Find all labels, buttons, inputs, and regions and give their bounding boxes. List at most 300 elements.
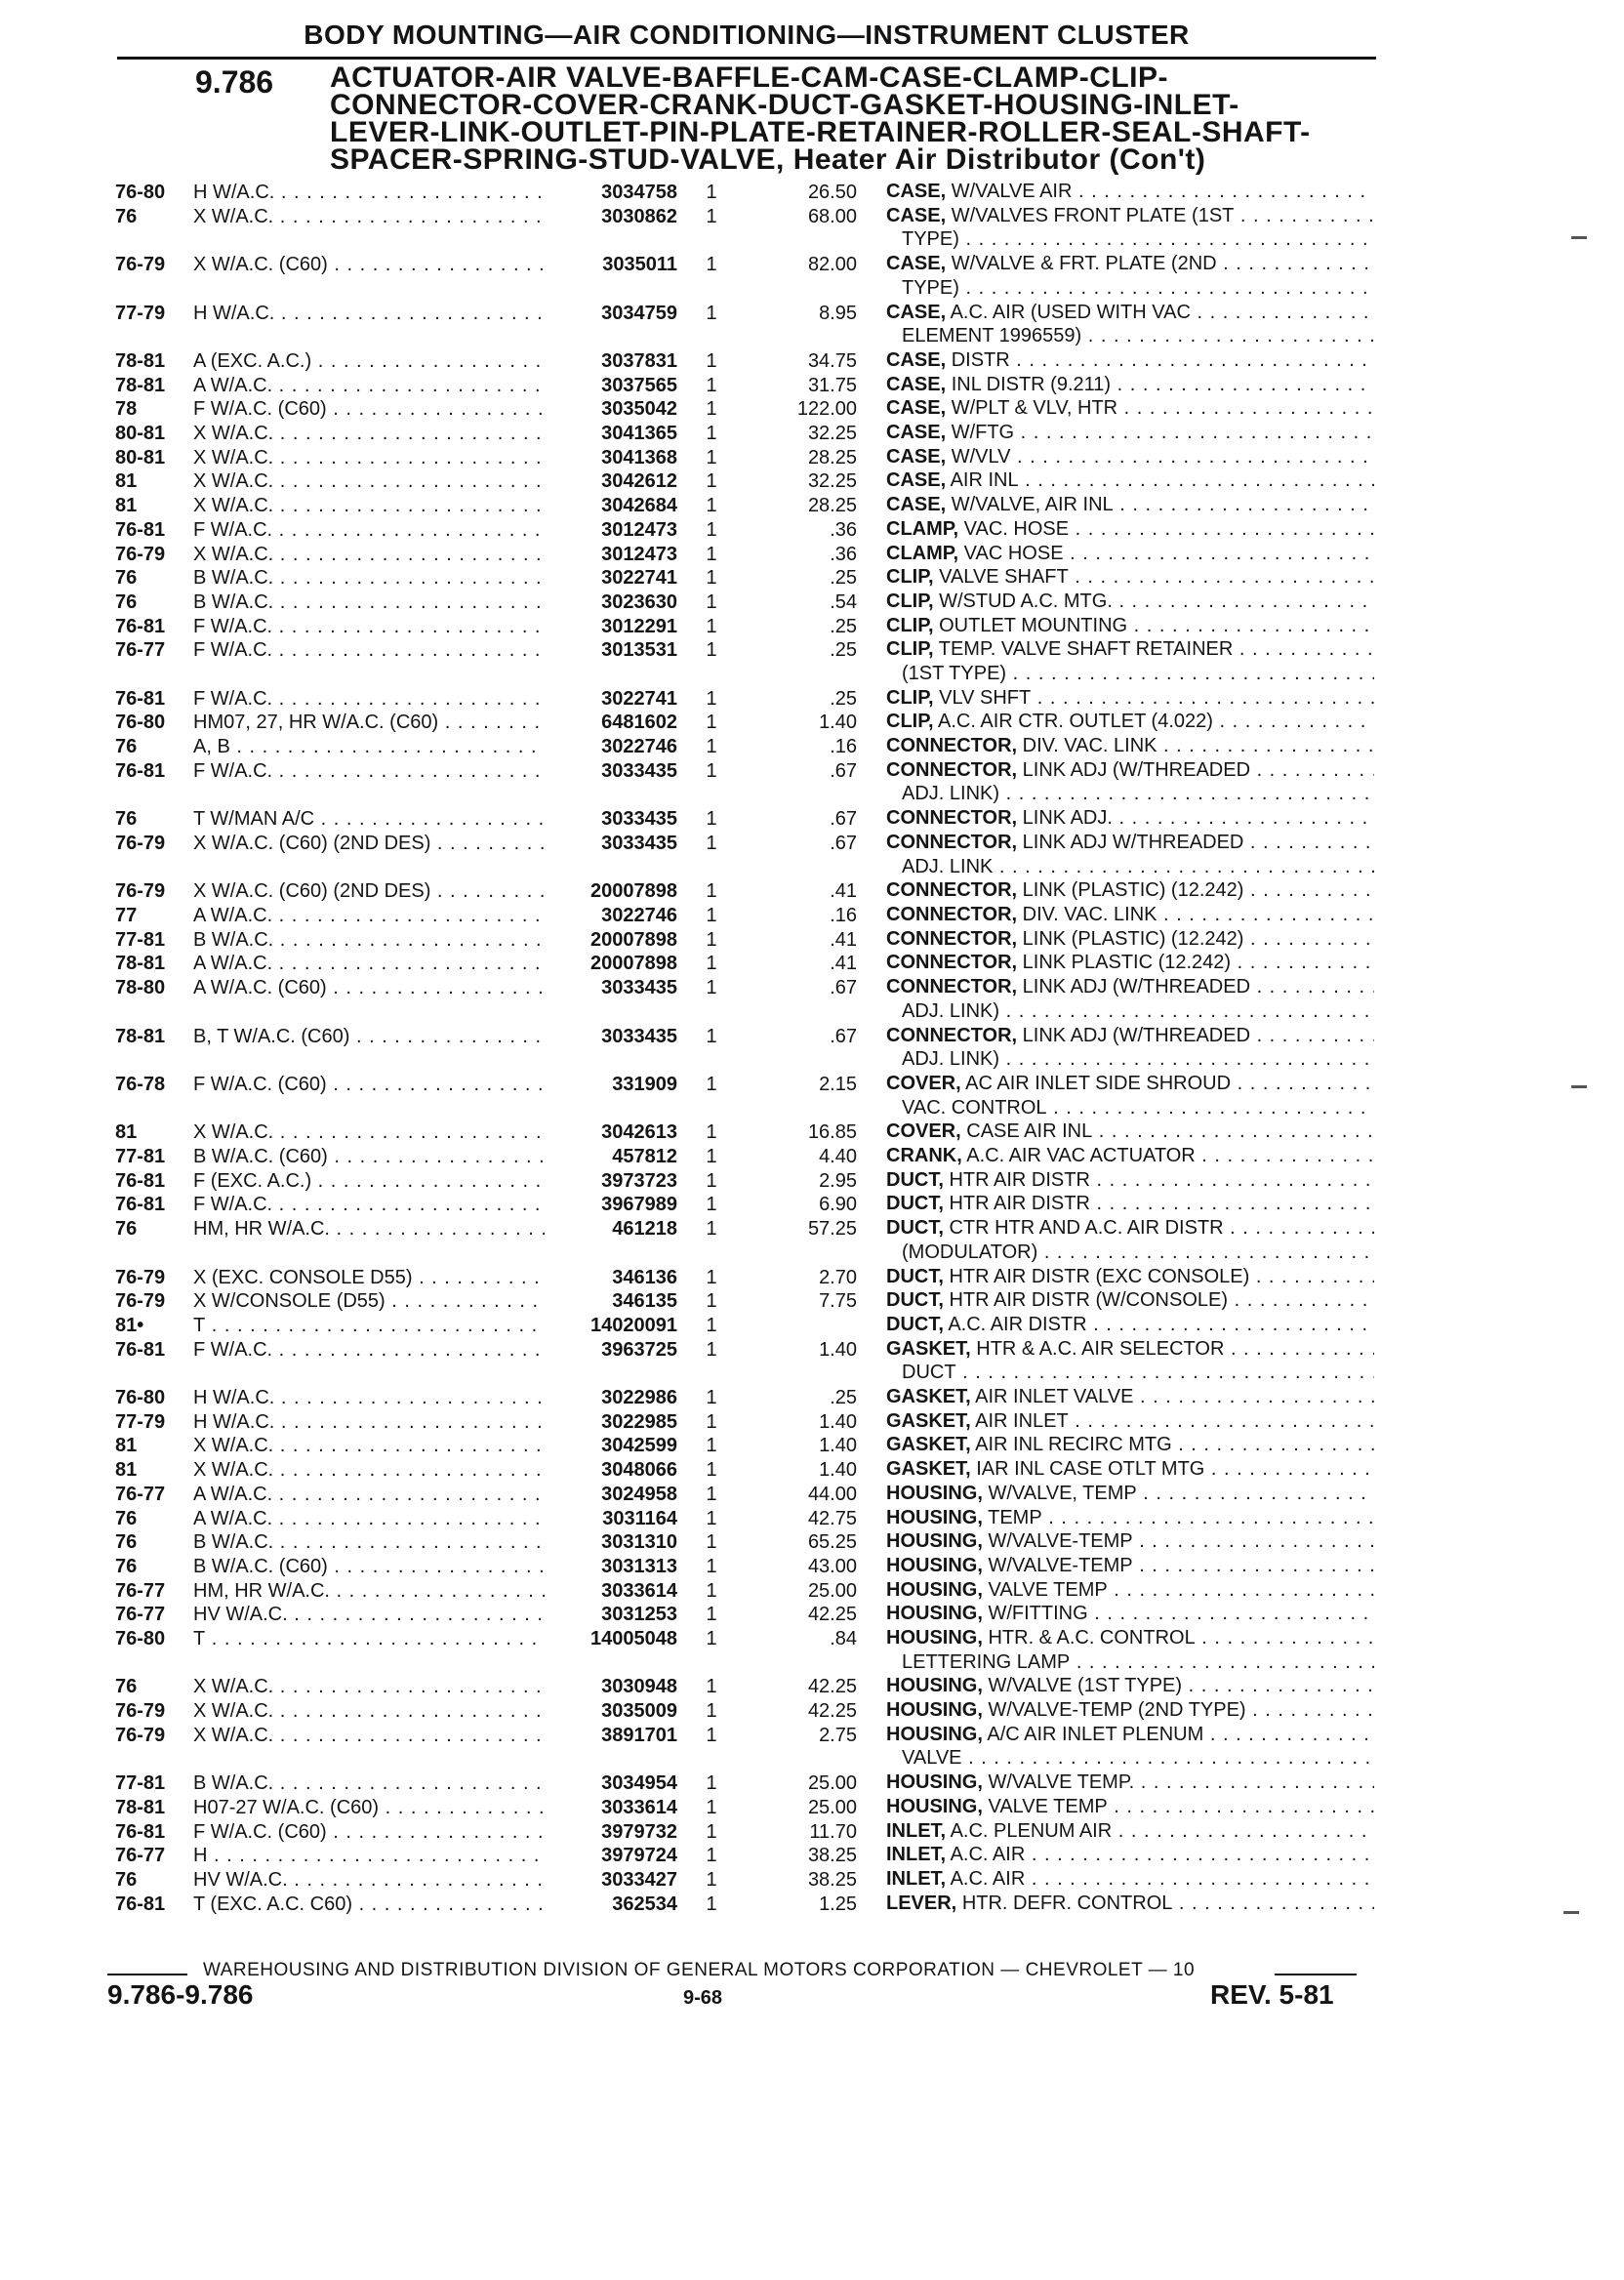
quantity: 1 [706,1290,717,1313]
table-row [115,517,1384,542]
description-line [886,1843,1374,1867]
price: .67 [830,832,857,854]
price: .36 [830,543,857,565]
part-description [886,468,1374,493]
quantity: 1 [706,1676,717,1698]
part-number: 6481602 [545,710,677,735]
table-row [115,903,1384,927]
part-number: 3048066 [545,1457,677,1483]
part-keyword: INLET, [886,1844,947,1866]
description-line [886,686,1374,711]
part-keyword: CASE, [886,204,947,226]
quantity: 1 [706,398,717,421]
table-row [115,637,1384,685]
quantity: 1 [706,423,717,444]
application: A, B . . . [193,734,652,759]
description-line [886,975,1374,999]
application: F W/A.C. (C60) . . . [193,1072,652,1097]
part-description [886,975,1374,1023]
quantity: 1 [706,687,717,710]
description-line [886,1554,1374,1578]
table-row [115,710,1384,734]
part-description [886,1626,1374,1674]
description-text: LINK ADJ. [1022,807,1113,830]
description-continuation [886,1096,1374,1120]
application: T W/MAN A/C . . . [193,806,652,832]
table-row [115,1698,1384,1723]
application: X W/A.C. . . . [193,1457,652,1483]
part-number: 3041365 [545,421,677,446]
part-number: 14020091 [545,1313,677,1338]
description-line [886,806,1374,831]
description-line [886,180,1374,204]
model-years: 76-81 [115,1194,166,1216]
model-years: 76-79 [115,1266,166,1288]
description-text: W/FTG [951,422,1015,443]
application: B, T W/A.C. (C60) . . . [193,1024,652,1049]
model-years: 76 [115,1218,138,1241]
part-keyword: CASE, [886,181,947,202]
table-row [115,1626,1384,1674]
part-keyword: DUCT, [886,1217,944,1240]
table-row [115,831,1384,878]
footer-page-number: 9-68 [683,1987,723,2009]
table-row [115,1602,1384,1626]
price: 25.00 [807,1579,857,1602]
table-row [115,614,1384,638]
description-text: (1ST TYPE) [902,662,1007,684]
model-years: 76-79 [115,832,166,854]
price: 38.25 [807,1869,857,1891]
description-continuation [886,782,1374,806]
price: 43.00 [807,1555,857,1577]
footer-section-range: 9.786-9.786 [107,1979,254,2010]
description-line [886,1288,1374,1313]
model-years: 78 [115,398,138,421]
quantity: 1 [706,1869,717,1891]
part-keyword: CASE, [886,494,947,516]
price: 38.25 [807,1845,857,1867]
model-years: 81 [115,470,138,493]
description-text: IAR INL CASE OTLT MTG [976,1458,1205,1481]
part-description [886,758,1374,806]
table-row [115,1723,1384,1771]
description-line [886,1892,1374,1916]
part-keyword: CASE, [886,253,947,275]
part-number: 362534 [545,1892,677,1917]
price: 65.25 [807,1531,857,1554]
description-line [886,1120,1374,1144]
table-row [115,1216,1384,1264]
part-description [886,1698,1374,1723]
part-keyword: CASE, [886,469,947,492]
description-line [886,301,1374,325]
part-number: 3023630 [545,590,677,615]
application: X W/A.C. (C60) (2ND DES) . . . [193,878,652,904]
table-row [115,878,1384,903]
part-number: 3022746 [545,734,677,759]
description-text: A.C. AIR (USED WITH VAC [950,301,1191,323]
description-text: VAC. CONTROL [902,1096,1047,1119]
application: X (EXC. CONSOLE D55) . . . [193,1265,652,1290]
part-keyword: GASKET, [886,1434,971,1456]
model-years: 78-81 [115,1025,166,1047]
price: .54 [830,590,857,613]
part-number: 346135 [545,1288,677,1314]
table-row [115,421,1384,445]
description-text: LETTERING LAMP [902,1650,1071,1673]
price: 1.25 [819,1893,857,1915]
part-number: 14005048 [545,1626,677,1651]
part-keyword: COVER, [886,1120,961,1143]
part-description [886,252,1374,300]
quantity: 1 [706,470,717,493]
model-years: 76-79 [115,1724,166,1746]
quantity: 1 [706,1604,717,1626]
part-number: 3041368 [545,445,677,470]
model-years: 81• [115,1314,144,1336]
description-text: AIR INLET [975,1409,1069,1432]
part-keyword: GASKET, [886,1337,971,1360]
description-line [886,1626,1374,1650]
part-number: 3034759 [545,301,677,326]
description-line [886,758,1374,783]
quantity: 1 [706,832,717,854]
description-line [886,204,1374,228]
table-row [115,1337,1384,1385]
part-keyword: CONNECTOR, [886,1024,1018,1046]
description-text: ELEMENT 1996559) [902,325,1082,347]
description-line [886,1819,1374,1844]
model-years: 76-81 [115,1338,166,1361]
description-text: VLV SHFT [939,686,1032,709]
application: X W/A.C. . . . [193,1723,652,1748]
part-keyword: CASE, [886,373,947,395]
part-keyword: CONNECTOR, [886,952,1018,974]
part-number: 3024958 [545,1482,677,1507]
description-text: ADJ. LINK) [902,1048,1000,1071]
description-line [886,445,1374,469]
description-line [886,710,1374,734]
part-description [886,1385,1374,1409]
model-years: 76 [115,567,138,590]
part-keyword: DUCT, [886,1313,944,1335]
price: .67 [830,1025,857,1047]
part-keyword: CONNECTOR, [886,927,1018,950]
footer-rule-left [107,1974,187,1975]
quantity: 1 [706,1266,717,1288]
part-number: 3031310 [545,1529,677,1555]
description-text: HTR AIR DISTR (EXC CONSOLE) [949,1265,1250,1287]
application: X W/A.C. (C60) (2ND DES) . . . [193,831,652,856]
model-years: 80-81 [115,423,166,444]
part-description [886,1674,1374,1698]
part-keyword: CRANK, [886,1145,962,1166]
application: HM, HR W/A.C. . . . [193,1578,652,1604]
part-keyword: INLET, [886,1868,947,1890]
description-line [886,637,1374,662]
description-text: LINK (PLASTIC) (12.242) [1022,879,1244,902]
model-years: 76-81 [115,759,166,782]
part-description [886,1819,1374,1844]
footer-revision: REV. 5-81 [1210,1979,1334,2010]
description-text: W/VALVE, AIR INL [951,494,1114,516]
description-line [886,590,1374,614]
parts-list [115,180,1384,1946]
quantity: 1 [706,712,717,734]
model-years: 76-77 [115,639,166,662]
part-keyword: GASKET, [886,1409,971,1432]
table-row [115,1819,1384,1844]
description-line [886,396,1374,421]
model-years: 76-81 [115,615,166,637]
application: HM07, 27, HR W/A.C. (C60) . . . [193,710,652,735]
description-text: LINK PLASTIC (12.242) [1022,952,1232,974]
part-keyword: HOUSING, [886,1771,983,1794]
table-row [115,468,1384,493]
model-years: 77-81 [115,928,166,951]
quantity: 1 [706,1387,717,1408]
description-text: HTR AIR DISTR [949,1168,1090,1191]
quantity: 1 [706,1820,717,1843]
part-description [886,1144,1374,1168]
price: .36 [830,518,857,541]
application: X W/A.C. . . . [193,1120,652,1145]
application: X W/A.C. (C60) . . . [193,252,652,277]
part-description [886,1457,1374,1482]
table-row [115,1024,1384,1072]
part-number: 3042684 [545,493,677,518]
model-years: 81 [115,1121,138,1144]
part-description [886,1409,1374,1434]
part-description [886,180,1374,204]
model-years: 78-81 [115,953,166,975]
part-keyword: CLIP, [886,590,934,612]
price: .67 [830,808,857,831]
description-text: DISTR [951,348,1010,371]
table-row [115,1529,1384,1554]
model-years: 77-79 [115,1410,166,1433]
price: 42.75 [807,1507,857,1529]
part-number: 3012473 [545,517,677,543]
description-line [886,1337,1374,1362]
application: T . . . [193,1626,652,1651]
description-text: LINK ADJ (W/THREADED [1022,758,1251,781]
table-row [115,1072,1384,1120]
price: 26.50 [807,182,857,203]
description-line [886,1144,1374,1168]
quantity: 1 [706,1410,717,1433]
table-row [115,686,1384,711]
part-keyword: CONNECTOR, [886,904,1018,925]
description-line [886,348,1374,373]
application: HV W/A.C. . . . [193,1602,652,1627]
description-line [886,1602,1374,1626]
quantity: 1 [706,1700,717,1723]
part-description [886,1602,1374,1626]
model-years: 77-79 [115,302,166,324]
part-description [886,710,1374,734]
quantity: 1 [706,1218,717,1241]
part-keyword: DUCT, [886,1168,944,1191]
price: 42.25 [807,1676,857,1698]
footer-division-text: WAREHOUSING AND DISTRIBUTION DIVISION OF GENERAL MOTORS CORPORATION — CHEVROLET — 10 [203,1960,1196,1980]
description-text: AIR INL [950,469,1019,492]
part-keyword: CONNECTOR, [886,758,1018,781]
model-years: 76-81 [115,518,166,541]
part-description [886,637,1374,685]
quantity: 1 [706,518,717,541]
part-keyword: GASKET, [886,1386,971,1407]
part-number: 3022741 [545,686,677,712]
description-text: VALVE TEMP [988,1795,1108,1817]
part-number: 461218 [545,1216,677,1242]
description-line [886,927,1374,952]
part-keyword: CONNECTOR, [886,879,1018,902]
part-description [886,1892,1374,1916]
description-line [886,517,1374,542]
price: .41 [830,880,857,903]
part-number: 3973723 [545,1168,677,1194]
description-text: HTR AIR DISTR [949,1193,1090,1215]
description-line [886,421,1374,445]
part-number: 3034758 [545,180,677,205]
application: X W/A.C. . . . [193,1433,652,1458]
section-title-line: ACTUATOR-AIR VALVE-BAFFLE-CAM-CASE-CLAMP-CLIP- [330,61,1169,94]
part-keyword: HOUSING, [886,1482,983,1504]
application: F W/A.C. . . . [193,1192,652,1217]
part-keyword: CLIP, [886,711,934,733]
description-line [886,878,1374,903]
part-description [886,421,1374,445]
application: T (EXC. A.C. C60) . . . [193,1892,652,1917]
application: HV W/A.C. . . . [193,1867,652,1893]
table-row [115,493,1384,517]
table-row [115,927,1384,952]
model-years: 76-78 [115,1073,166,1095]
part-keyword: HOUSING, [886,1578,983,1601]
part-description [886,1506,1374,1530]
model-years: 76 [115,1531,138,1554]
description-text: TEMP [988,1506,1042,1528]
price: 2.75 [819,1724,857,1746]
description-text: W/PLT & VLV, HTR [951,397,1118,420]
description-text: W/VALVE (1ST TYPE) [988,1675,1183,1697]
part-number: 3012473 [545,542,677,567]
part-number: 3022746 [545,903,677,928]
table-row [115,445,1384,469]
application: F (EXC. A.C.) . . . [193,1168,652,1194]
part-description [886,927,1374,952]
quantity: 1 [706,1435,717,1457]
quantity: 1 [706,639,717,662]
description-text: LINK (PLASTIC) (12.242) [1022,927,1244,950]
table-row [115,1409,1384,1434]
description-text: W/FITTING [988,1603,1088,1625]
price: 16.85 [807,1121,857,1144]
application: H . . . [193,1843,652,1868]
description-text: A.C. AIR VAC ACTUATOR [966,1145,1196,1166]
application: B W/A.C. . . . [193,1529,652,1555]
description-text: TYPE) [902,276,959,299]
quantity: 1 [706,349,717,372]
part-description [886,204,1374,252]
model-years: 76-81 [115,687,166,710]
part-keyword: CASE, [886,422,947,443]
model-years: 77-81 [115,1146,166,1167]
part-keyword: CLIP, [886,614,934,636]
part-number: 20007898 [545,927,677,953]
part-keyword: CLIP, [886,638,934,661]
table-row [115,1385,1384,1409]
part-description [886,1795,1374,1819]
description-text: INL DISTR (9.211) [951,373,1112,395]
description-line [886,1265,1374,1289]
table-row [115,348,1384,373]
part-keyword: CONNECTOR, [886,831,1018,853]
part-keyword: CLIP, [886,566,934,589]
model-years: 76-79 [115,1290,166,1313]
quantity: 1 [706,615,717,637]
application: F W/A.C. . . . [193,614,652,639]
description-text: OUTLET MOUNTING [939,614,1128,636]
description-text: HTR. & A.C. CONTROL [988,1627,1196,1649]
part-keyword: DUCT, [886,1265,944,1287]
section-number: 9.786 [195,64,274,100]
application: A W/A.C. (C60) . . . [193,975,652,1000]
price: 44.00 [807,1483,857,1505]
part-description [886,1120,1374,1144]
table-row [115,542,1384,566]
quantity: 1 [706,736,717,758]
application: A W/A.C. . . . [193,1506,652,1531]
application: B W/A.C. (C60) . . . [193,1554,652,1579]
description-continuation [886,1650,1374,1675]
model-years: 76-79 [115,1700,166,1723]
price: .16 [830,905,857,926]
price: .16 [830,736,857,758]
price: 28.25 [807,446,857,468]
description-text: HTR & A.C. AIR SELECTOR [976,1337,1225,1360]
description-text: DIV. VAC. LINK [1022,735,1157,757]
part-description [886,1482,1374,1506]
part-number: 3022985 [545,1409,677,1435]
description-line [886,1457,1374,1482]
application: F W/A.C. . . . [193,758,652,784]
description-line [886,565,1374,590]
quantity: 1 [706,953,717,975]
description-text: W/VALVE & FRT. PLATE (2ND [951,253,1217,275]
part-number: 3022986 [545,1385,677,1410]
part-number: 3033435 [545,806,677,832]
description-text: W/STUD A.C. MTG. [939,590,1113,612]
margin-tick-mark [1563,1911,1579,1914]
model-years: 76 [115,736,138,758]
application: A (EXC. A.C.) . . . [193,348,652,374]
section-title-line: CONNECTOR-COVER-CRANK-DUCT-GASKET-HOUSING-INLET- [330,89,1239,121]
table-row [115,180,1384,204]
table-row [115,1554,1384,1578]
description-line [886,1409,1374,1434]
part-number: 3033435 [545,1024,677,1049]
description-line [886,903,1374,927]
description-text: W/VALVES FRONT PLATE (1ST [951,204,1235,226]
table-row [115,1144,1384,1168]
part-description [886,1529,1374,1554]
model-years: 76-77 [115,1483,166,1505]
part-keyword: HOUSING, [886,1603,983,1625]
table-row [115,565,1384,590]
